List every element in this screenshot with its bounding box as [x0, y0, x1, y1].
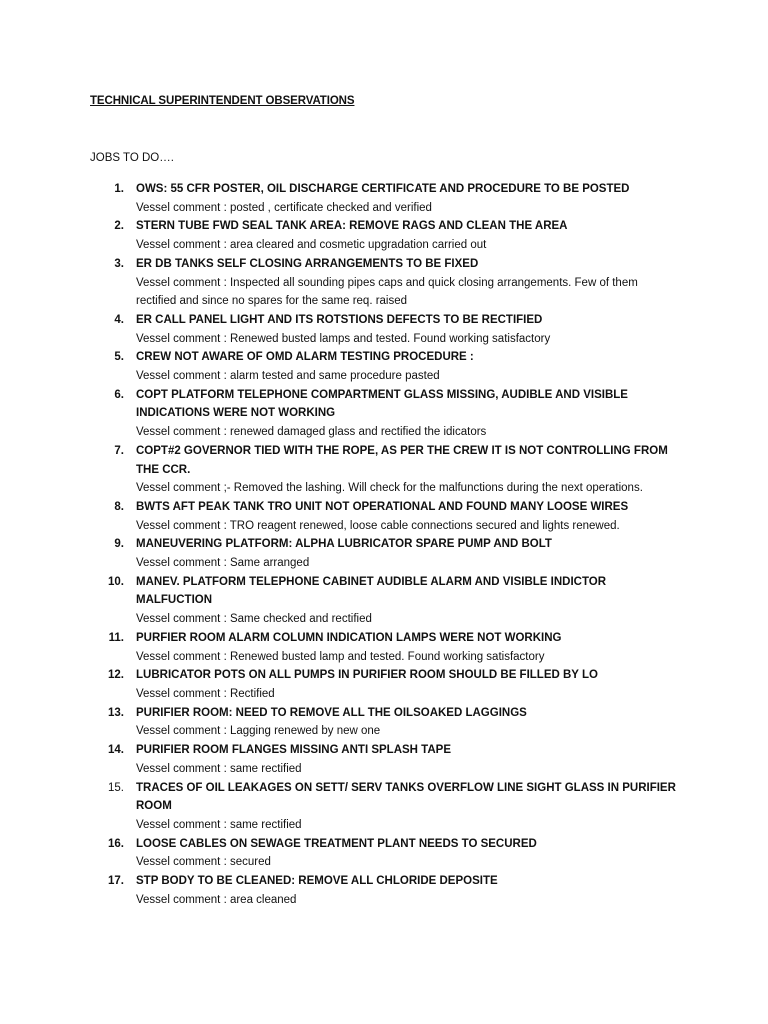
job-item [90, 348, 680, 385]
job-title: BWTS AFT PEAK TANK TRO UNIT NOT OPERATIONAL AND FOUND MANY LOOSE WIRES [136, 500, 629, 513]
job-item [90, 180, 680, 217]
vessel-comment: Vessel comment : renewed damaged glass and rectified the idicators [136, 426, 487, 439]
job-title: COPT PLATFORM TELEPHONE COMPARTMENT GLASS MISSING, AUDIBLE AND VISIBLE INDICATIONS WERE NOT WORKING [136, 388, 628, 420]
job-item [90, 704, 680, 741]
job-number: 9. [114, 538, 124, 551]
vessel-comment: Vessel comment : TRO reagent renewed, loose cable connections secured and lights renewed. [136, 519, 620, 532]
job-item [90, 779, 680, 835]
job-item [90, 872, 680, 909]
vessel-comment: Vessel comment : Same checked and rectified [136, 613, 372, 626]
vessel-comment: Vessel comment : Same arranged [136, 557, 310, 570]
job-title: ER DB TANKS SELF CLOSING ARRANGEMENTS TO BE FIXED [136, 257, 479, 270]
vessel-comment: Vessel comment : same rectified [136, 762, 302, 775]
vessel-comment: Vessel comment : secured [136, 856, 271, 869]
vessel-comment: Vessel comment : Lagging renewed by new one [136, 725, 381, 738]
job-number: 12. [108, 669, 124, 682]
job-number: 15. [108, 781, 124, 794]
job-number: 16. [108, 837, 124, 850]
vessel-comment: Vessel comment : alarm tested and same procedure pasted [136, 370, 440, 383]
job-number: 13. [108, 706, 124, 719]
jobs-list [90, 180, 680, 909]
job-number: 17. [108, 875, 124, 888]
job-title: PURIFIER ROOM FLANGES MISSING ANTI SPLASH TAPE [136, 744, 451, 757]
job-item [90, 311, 680, 348]
job-title: COPT#2 GOVERNOR TIED WITH THE ROPE, AS PER THE CREW IT IS NOT CONTROLLING FROM THE CCR. [136, 444, 668, 476]
job-item [90, 741, 680, 778]
document-title: TECHNICAL SUPERINTENDENT OBSERVATIONS [90, 95, 355, 107]
job-number: 11. [108, 631, 124, 644]
job-title: ER CALL PANEL LIGHT AND ITS ROTSTIONS DEFECTS TO BE RECTIFIED [136, 313, 543, 326]
job-title: OWS: 55 CFR POSTER, OIL DISCHARGE CERTIFICATE AND PROCEDURE TO BE POSTED [136, 183, 630, 195]
job-title: PURIFIER ROOM: NEED TO REMOVE ALL THE OILSOAKED LAGGINGS [136, 706, 527, 719]
job-title: LOOSE CABLES ON SEWAGE TREATMENT PLANT NEEDS TO SECURED [136, 837, 537, 850]
vessel-comment: Vessel comment : Renewed busted lamps and tested. Found working satisfactory [136, 332, 551, 345]
job-item [90, 835, 680, 872]
vessel-comment: Vessel comment : same rectified [136, 818, 302, 831]
job-title: MANEV. PLATFORM TELEPHONE CABINET AUDIBLE ALARM AND VISIBLE INDICTOR MALFUCTION [136, 575, 607, 607]
job-number: 2. [114, 220, 124, 233]
job-number: 1. [114, 183, 124, 195]
job-title: CREW NOT AWARE OF OMD ALARM TESTING PROCEDURE : [136, 351, 474, 364]
job-item [90, 498, 680, 535]
job-title: STERN TUBE FWD SEAL TANK AREA: REMOVE RAGS AND CLEAN THE AREA [136, 220, 568, 233]
job-number: 14. [108, 744, 124, 757]
job-item [90, 386, 680, 442]
job-number: 10. [108, 575, 124, 588]
vessel-comment: Vessel comment : Inspected all sounding pipes caps and quick closing arrangements. Few of them rectified and since no spares for the same req. raised [136, 276, 638, 308]
job-item [90, 535, 680, 572]
job-number: 3. [114, 257, 124, 270]
job-item [90, 629, 680, 666]
job-number: 6. [114, 388, 124, 401]
job-item [90, 573, 680, 629]
job-title: LUBRICATOR POTS ON ALL PUMPS IN PURIFIER ROOM SHOULD BE FILLED BY LO [136, 669, 598, 682]
job-item [90, 217, 680, 254]
job-item [90, 255, 680, 311]
job-number: 8. [114, 500, 124, 513]
vessel-comment: Vessel comment : Renewed busted lamp and tested. Found working satisfactory [136, 650, 545, 663]
job-item [90, 666, 680, 703]
job-title: TRACES OF OIL LEAKAGES ON SETT/ SERV TANKS OVERFLOW LINE SIGHT GLASS IN PURIFIER ROOM [136, 781, 676, 813]
vessel-comment: Vessel comment ;- Removed the lashing. Will check for the malfunctions during the next operations. [136, 482, 643, 495]
vessel-comment: Vessel comment : posted , certificate checked and verified [136, 201, 432, 214]
job-number: 7. [114, 444, 124, 457]
job-title: STP BODY TO BE CLEANED: REMOVE ALL CHLORIDE DEPOSITE [136, 875, 498, 888]
job-number: 4. [114, 313, 124, 326]
job-title: PURFIER ROOM ALARM COLUMN INDICATION LAMPS WERE NOT WORKING [136, 631, 562, 644]
job-item [90, 442, 680, 498]
vessel-comment: Vessel comment : area cleaned [136, 893, 297, 906]
job-title: MANEUVERING PLATFORM: ALPHA LUBRICATOR SPARE PUMP AND BOLT [136, 538, 552, 551]
job-number: 5. [114, 351, 124, 364]
vessel-comment: Vessel comment : Rectified [136, 687, 275, 700]
vessel-comment: Vessel comment : area cleared and cosmetic upgradation carried out [136, 239, 487, 252]
jobs-heading: JOBS TO DO…. [90, 152, 174, 164]
